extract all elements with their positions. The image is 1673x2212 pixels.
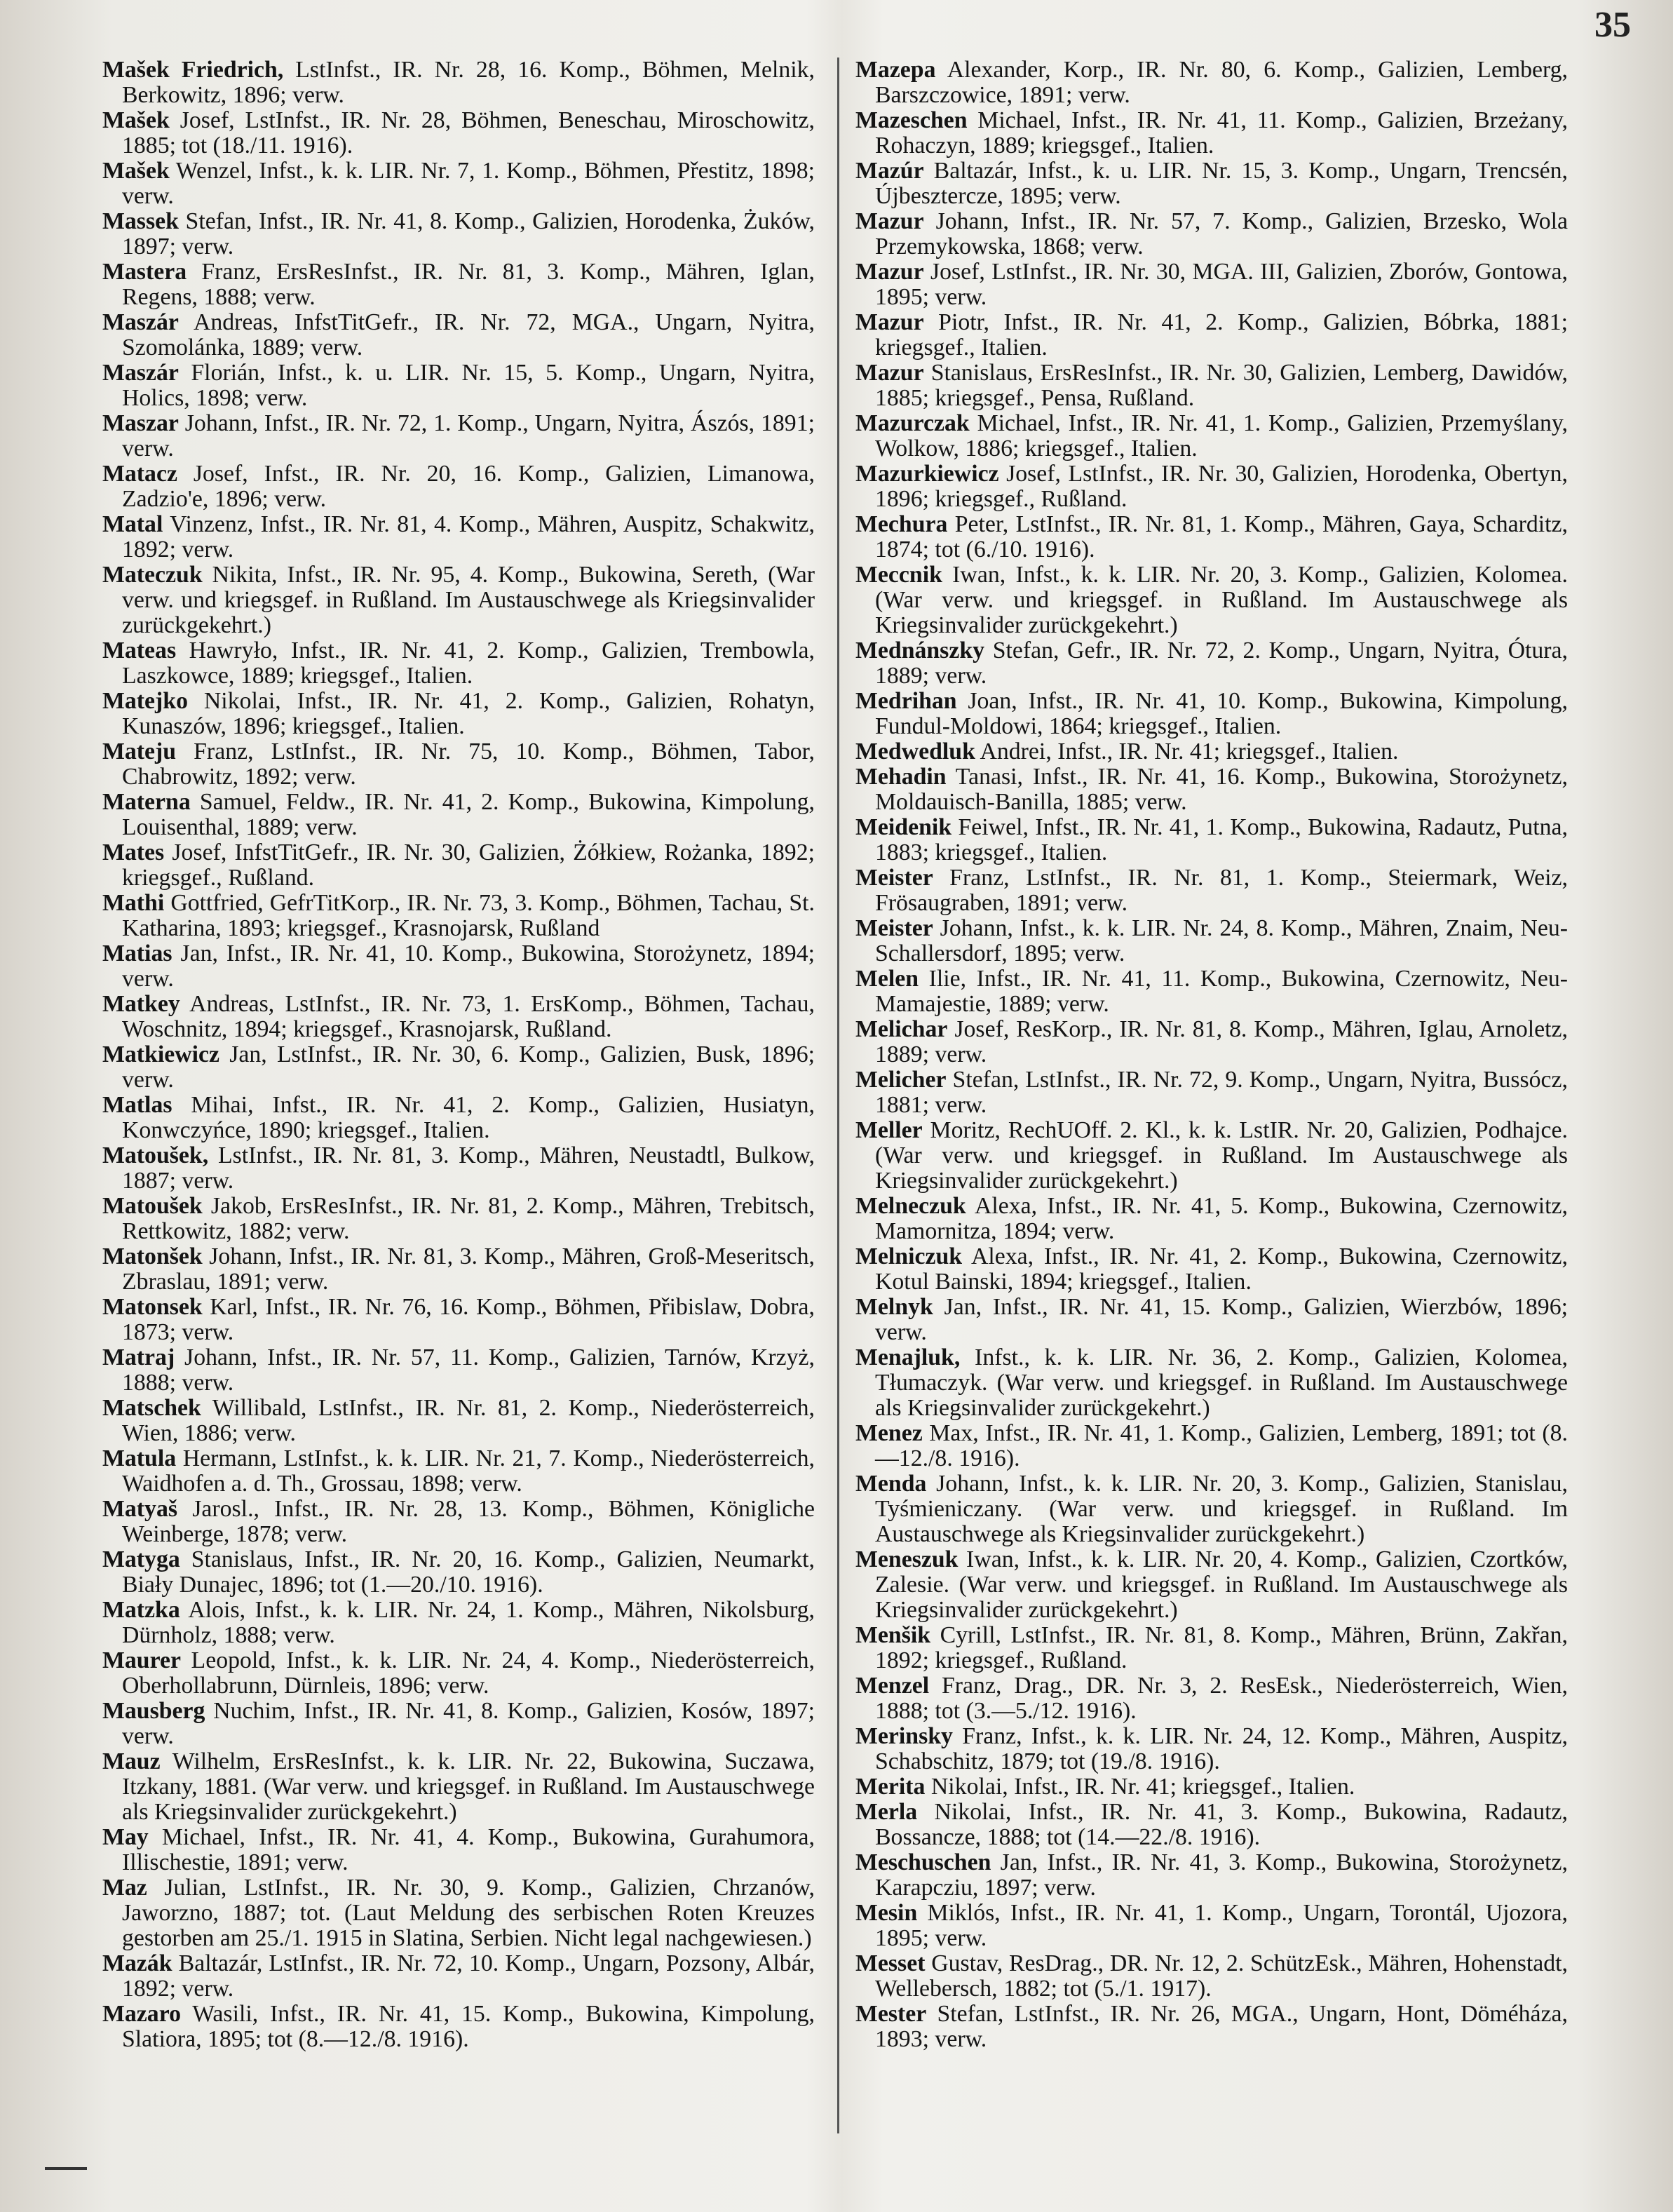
entry-details: Nikita, Infst., IR. Nr. 95, 4. Komp., Bukowina, Sereth, (War verw. und kriegsgef. in Rußland. Im Austauschwege als Kriegsinvalider zurückgekehrt.) — [122, 562, 815, 638]
register-entry — [855, 58, 1568, 108]
entry-surname: Melicher — [855, 1067, 947, 1093]
entry-surname: Matonšek — [102, 1243, 203, 1269]
entry-details: Gustav, ResDrag., DR. Nr. 12, 2. SchützEsk., Mähren, Hohenstadt, Wellebersch, 1882; tot (5./1. 1917). — [875, 1950, 1568, 2002]
entry-details: Baltazár, LstInfst., IR. Nr. 72, 10. Komp., Ungarn, Pozsony, Albár, 1892; verw. — [122, 1950, 815, 2002]
entry-surname: Matraj — [102, 1344, 175, 1370]
left-column — [102, 58, 815, 2052]
entry-details: Jan, Infst., IR. Nr. 41, 10. Komp., Bukowina, Storożynetz, 1894; verw. — [122, 940, 815, 992]
register-entry — [102, 411, 815, 461]
entry-surname: Meccnik — [855, 562, 942, 588]
register-entry — [102, 1295, 815, 1345]
entry-details: Alexa, Infst., IR. Nr. 41, 5. Komp., Bukowina, Czernowitz, Mamornitza, 1894; verw. — [875, 1193, 1568, 1244]
entry-details: Johann, Infst., IR. Nr. 57, 11. Komp., Galizien, Tarnów, Krzyż, 1888; verw. — [122, 1344, 815, 1396]
entry-surname: Matejko — [102, 688, 189, 714]
register-entry — [855, 1471, 1568, 1547]
register-entry — [102, 2002, 815, 2052]
entry-surname: Matoušek — [102, 1193, 203, 1219]
register-entry — [855, 108, 1568, 159]
register-entry — [855, 1547, 1568, 1623]
entry-details: Jan, LstInfst., IR. Nr. 30, 6. Komp., Galizien, Busk, 1896; verw. — [122, 1041, 815, 1093]
register-entry — [102, 108, 815, 159]
register-entry — [855, 815, 1568, 865]
register-entry — [855, 1017, 1568, 1067]
entry-surname: Matal — [102, 511, 163, 537]
entry-details: Leopold, Infst., k. k. LIR. Nr. 24, 4. Komp., Niederösterreich, Oberhollabrunn, Dürnleis, 1896; verw. — [122, 1647, 815, 1699]
entry-details: Nuchim, Infst., IR. Nr. 41, 8. Komp., Galizien, Kosów, 1897; verw. — [122, 1698, 815, 1749]
register-entry — [102, 1143, 815, 1194]
entry-surname: Menajluk, — [855, 1344, 961, 1370]
entry-surname: Mazák — [102, 1950, 172, 1976]
register-entry — [102, 461, 815, 512]
register-entry — [855, 1194, 1568, 1244]
entry-surname: May — [102, 1824, 149, 1850]
entry-details: Stefan, Gefr., IR. Nr. 72, 2. Komp., Ungarn, Nyitra, Ótura, 1889; verw. — [875, 638, 1568, 689]
entry-details: Nikolai, Infst., IR. Nr. 41; kriegsgef., Italien. — [925, 1774, 1355, 1800]
entry-surname: Mausberg — [102, 1698, 205, 1724]
register-entry — [855, 966, 1568, 1017]
entry-details: Moritz, RechUOff. 2. Kl., k. k. LstIR. Nr. 20, Galizien, Podhajce. (War verw. und kriegsgef. in Rußland. Im Austauschwege als Kriegsinvalider zurückgekehrt.) — [875, 1117, 1568, 1194]
register-entry — [855, 1800, 1568, 1850]
entry-details: Karl, Infst., IR. Nr. 76, 16. Komp., Böhmen, Přibislaw, Dobra, 1873; verw. — [122, 1294, 815, 1345]
register-entry — [855, 1623, 1568, 1673]
register-entry — [855, 1345, 1568, 1421]
register-entry — [855, 638, 1568, 689]
entry-details: Johann, Infst., k. k. LIR. Nr. 20, 3. Komp., Galizien, Stanislau, Tyśmieniczany. (War verw. und kriegsgef. in Rußland. Im Austauschwege als Kriegsinvalider zurückgekehrt.) — [875, 1471, 1568, 1547]
register-entry — [855, 1295, 1568, 1345]
entry-surname: Mazurczak — [855, 410, 970, 436]
entry-surname: Mauz — [102, 1748, 161, 1774]
entry-surname: Messet — [855, 1950, 926, 1976]
register-entry — [102, 891, 815, 941]
entry-details: LstInfst., IR. Nr. 28, 16. Komp., Böhmen, Melnik, Berkowitz, 1896; verw. — [122, 57, 815, 108]
register-entry — [102, 1042, 815, 1093]
register-entry — [855, 764, 1568, 815]
register-entry — [102, 941, 815, 992]
register-entry — [855, 1118, 1568, 1194]
register-entry — [855, 916, 1568, 966]
entry-details: Jakob, ErsResInfst., IR. Nr. 81, 2. Komp., Mähren, Trebitsch, Rettkowitz, 1882; verw. — [122, 1193, 815, 1244]
entry-details: Alois, Infst., k. k. LIR. Nr. 24, 1. Komp., Mähren, Nikolsburg, Dürnholz, 1888; verw. — [122, 1597, 815, 1648]
entry-details: Stanislaus, ErsResInfst., IR. Nr. 30, Galizien, Lemberg, Dawidów, 1885; kriegsgef., Pensa, Rußland. — [875, 360, 1568, 411]
entry-details: Josef, Infst., IR. Nr. 20, 16. Komp., Galizien, Limanowa, Zadzio'e, 1896; verw. — [122, 461, 815, 512]
entry-details: Samuel, Feldw., IR. Nr. 41, 2. Komp., Bukowina, Kimpolung, Louisenthal, 1889; verw. — [122, 789, 815, 840]
register-entry — [102, 1446, 815, 1497]
entry-details: Andreas, LstInfst., IR. Nr. 73, 1. ErsKomp., Böhmen, Tachau, Woschnitz, 1894; kriegsgef., Krasnojarsk, Rußland. — [122, 991, 815, 1042]
register-entry — [102, 58, 815, 108]
register-entry — [855, 1901, 1568, 1951]
entry-details: Julian, LstInfst., IR. Nr. 30, 9. Komp., Galizien, Chrzanów, Jaworzno, 1887; tot. (Laut Meldung des serbischen Roten Kreuzes gestorben am 25./1. 1915 in Slatina, Serbien. Nicht legal nachgewiesen.) — [122, 1875, 815, 1951]
register-entry — [102, 1093, 815, 1143]
entry-details: Franz, LstInfst., IR. Nr. 75, 10. Komp., Böhmen, Tabor, Chabrowitz, 1892; verw. — [122, 739, 815, 790]
entry-surname: Matkey — [102, 991, 180, 1017]
entry-details: Jarosl., Infst., IR. Nr. 28, 13. Komp., Böhmen, Königliche Weinberge, 1878; verw. — [122, 1496, 815, 1547]
entry-details: Joan, Infst., IR. Nr. 41, 10. Komp., Bukowina, Kimpolung, Fundul-Moldowi, 1864; kriegsgef., Italien. — [875, 688, 1568, 739]
register-entry — [855, 209, 1568, 259]
register-entry — [102, 360, 815, 411]
entry-surname: Matyga — [102, 1546, 180, 1572]
entry-details: Nikolai, Infst., IR. Nr. 41, 2. Komp., Galizien, Rohatyn, Kunaszów, 1896; kriegsgef., Italien. — [122, 688, 815, 739]
column-divider — [837, 58, 839, 2133]
entry-surname: Menda — [855, 1471, 927, 1497]
entry-details: Josef, ResKorp., IR. Nr. 81, 8. Komp., Mähren, Iglau, Arnoletz, 1889; verw. — [875, 1016, 1568, 1067]
register-entry — [102, 992, 815, 1042]
register-entry — [102, 512, 815, 562]
register-entry — [102, 1497, 815, 1547]
entry-surname: Mazeschen — [855, 107, 968, 133]
entry-details: Andrei, Infst., IR. Nr. 41; kriegsgef., Italien. — [975, 739, 1399, 764]
entry-surname: Melnyk — [855, 1294, 933, 1320]
entry-surname: Matlas — [102, 1092, 172, 1118]
entry-surname: Matschek — [102, 1395, 201, 1421]
register-entry — [102, 1396, 815, 1446]
register-entry — [102, 739, 815, 790]
entry-details: Stefan, LstInfst., IR. Nr. 72, 9. Komp., Ungarn, Nyitra, Bussócz, 1881; verw. — [875, 1067, 1568, 1118]
page-number: 35 — [1594, 5, 1631, 45]
entry-surname: Melen — [855, 966, 919, 992]
entry-details: Hermann, LstInfst., k. k. LIR. Nr. 21, 7. Komp., Niederösterreich, Waidhofen a. d. Th., Grossau, 1898; verw. — [122, 1445, 815, 1497]
entry-details: Jan, Infst., IR. Nr. 41, 15. Komp., Galizien, Wierzbów, 1896; verw. — [875, 1294, 1568, 1345]
entry-details: LstInfst., IR. Nr. 81, 3. Komp., Mähren, Neustadtl, Bulkow, 1887; verw. — [122, 1142, 815, 1194]
register-entry — [855, 1673, 1568, 1724]
entry-details: Alexander, Korp., IR. Nr. 80, 6. Komp., Galizien, Lemberg, Barszczowice, 1891; verw. — [875, 57, 1568, 108]
entry-surname: Materna — [102, 789, 191, 815]
entry-surname: Mazur — [855, 208, 924, 234]
entry-details: Franz, LstInfst., IR. Nr. 81, 1. Komp., Steiermark, Weiz, Frösaugraben, 1891; verw. — [875, 865, 1568, 916]
entry-surname: Menez — [855, 1420, 923, 1446]
entry-surname: Meschuschen — [855, 1849, 991, 1875]
entry-details: Johann, Infst., IR. Nr. 57, 7. Komp., Galizien, Brzesko, Wola Przemykowska, 1868; verw. — [875, 208, 1568, 259]
entry-details: Feiwel, Infst., IR. Nr. 41, 1. Komp., Bukowina, Radautz, Putna, 1883; kriegsgef., Italien. — [875, 814, 1568, 865]
entry-details: Andreas, InfstTitGefr., IR. Nr. 72, MGA., Ungarn, Nyitra, Szomolánka, 1889; verw. — [122, 309, 815, 360]
entry-details: Tanasi, Infst., IR. Nr. 41, 16. Komp., Bukowina, Storożynetz, Moldauisch-Banilla, 1885; verw. — [875, 764, 1568, 815]
entry-surname: Mazur — [855, 259, 924, 285]
entry-surname: Meller — [855, 1117, 923, 1143]
entry-surname: Mazepa — [855, 57, 936, 83]
entry-details: Michael, Infst., IR. Nr. 41, 11. Komp., Galizien, Brzeżany, Rohaczyn, 1889; kriegsgef., Italien. — [875, 107, 1568, 159]
entry-surname: Massek — [102, 208, 179, 234]
register-entry — [102, 1648, 815, 1699]
right-column — [855, 58, 1568, 2052]
register-entry — [102, 1547, 815, 1598]
entry-details: Johann, Infst., k. k. LIR. Nr. 24, 8. Komp., Mähren, Znaim, Neu-Schallersdorf, 1895; verw. — [875, 915, 1568, 966]
entry-surname: Mazurkiewicz — [855, 461, 999, 487]
entry-details: Miklós, Infst., IR. Nr. 41, 1. Komp., Ungarn, Torontál, Ujozora, 1895; verw. — [875, 1900, 1568, 1951]
entry-surname: Maszár — [102, 360, 179, 386]
entry-details: Iwan, Infst., k. k. LIR. Nr. 20, 3. Komp., Galizien, Kolomea. (War verw. und kriegsgef. in Rußland. Im Austauschwege als Kriegsinvalider zurückgekehrt.) — [875, 562, 1568, 638]
entry-surname: Menzel — [855, 1673, 930, 1699]
register-entry — [102, 310, 815, 360]
entry-details: Infst., k. k. LIR. Nr. 36, 2. Komp., Galizien, Kolomea, Tłumaczyk. (War verw. und kriegsgef. in Rußland. Im Austauschwege als Kriegsinvalider zurückgekehrt.) — [875, 1344, 1568, 1421]
entry-surname: Mazur — [855, 360, 924, 386]
entry-surname: Mester — [855, 2001, 927, 2027]
register-entry — [855, 1421, 1568, 1471]
entry-surname: Mašek Friedrich, — [102, 57, 284, 83]
entry-surname: Mates — [102, 839, 165, 865]
register-entry — [102, 1749, 815, 1825]
register-entry — [855, 1724, 1568, 1774]
entry-details: Ilie, Infst., IR. Nr. 41, 11. Komp., Bukowina, Czernowitz, Neu-Mamajestie, 1889; verw. — [875, 966, 1568, 1017]
entry-details: Wilhelm, ErsResInfst., k. k. LIR. Nr. 22, Bukowina, Suczawa, Itzkany, 1881. (War verw. und kriegsgef. in Rußland. Im Austauschwege als Kriegsinvalider zurückgekehrt.) — [122, 1748, 815, 1825]
entry-surname: Mazur — [855, 309, 924, 335]
entry-surname: Mateas — [102, 638, 177, 663]
entry-details: Alexa, Infst., IR. Nr. 41, 2. Komp., Bukowina, Czernowitz, Kotul Bainski, 1894; kriegsgef., Italien. — [875, 1243, 1568, 1295]
entry-surname: Matyaš — [102, 1496, 178, 1522]
register-entry — [102, 562, 815, 638]
entry-details: Franz, ErsResInfst., IR. Nr. 81, 3. Komp., Mähren, Iglan, Regens, 1888; verw. — [122, 259, 815, 310]
register-entry — [855, 1850, 1568, 1901]
register-entry — [855, 1951, 1568, 2002]
register-entry — [855, 689, 1568, 739]
register-entry — [855, 865, 1568, 916]
entry-surname: Merla — [855, 1799, 918, 1825]
entry-surname: Mehadin — [855, 764, 947, 790]
entry-surname: Mašek — [102, 107, 170, 133]
entry-details: Jan, Infst., IR. Nr. 41, 3. Komp., Bukowina, Storożynetz, Karapcziu, 1897; verw. — [875, 1849, 1568, 1901]
entry-details: Josef, LstInfst., IR. Nr. 30, Galizien, Horodenka, Obertyn, 1896; kriegsgef., Rußland. — [875, 461, 1568, 512]
entry-surname: Mesin — [855, 1900, 918, 1926]
register-entry — [855, 310, 1568, 360]
register-entry — [102, 689, 815, 739]
register-entry — [855, 739, 1568, 764]
entry-details: Max, Infst., IR. Nr. 41, 1. Komp., Galizien, Lemberg, 1891; tot (8.—12./8. 1916). — [875, 1420, 1568, 1471]
register-entry — [855, 259, 1568, 310]
entry-surname: Mednánszky — [855, 638, 985, 663]
entry-details: Stanislaus, Infst., IR. Nr. 20, 16. Komp., Galizien, Neumarkt, Biały Dunajec, 1896; tot (1.—20./10. 1916). — [122, 1546, 815, 1598]
register-entry — [855, 2002, 1568, 2052]
entry-details: Iwan, Infst., k. k. LIR. Nr. 20, 4. Komp., Galizien, Czortków, Zalesie. (War verw. und kriegsgef. in Rußland. Im Austauschwege als Kriegsinvalider zurückgekehrt.) — [875, 1546, 1568, 1623]
entry-surname: Matkiewicz — [102, 1041, 220, 1067]
entry-surname: Medwedluk — [855, 739, 975, 764]
register-entry — [855, 159, 1568, 209]
entry-details: Baltazár, Infst., k. u. LIR. Nr. 15, 3. Komp., Ungarn, Trencsén, Újbeszterczе, 1895; verw. — [875, 158, 1568, 209]
entry-details: Johann, Infst., IR. Nr. 72, 1. Komp., Ungarn, Nyitra, Ászós, 1891; verw. — [122, 410, 815, 461]
entry-surname: Mazaro — [102, 2001, 181, 2027]
register-entry — [102, 638, 815, 689]
register-entry — [855, 1067, 1568, 1118]
bottom-print-mark — [45, 2167, 87, 2170]
register-entry — [102, 790, 815, 840]
register-entry — [855, 1244, 1568, 1295]
entry-details: Peter, LstInfst., IR. Nr. 81, 1. Komp., Mähren, Gaya, Scharditz, 1874; tot (6./10. 1916). — [875, 511, 1568, 562]
entry-details: Florián, Infst., k. u. LIR. Nr. 15, 5. Komp., Ungarn, Nyitra, Holics, 1898; verw. — [122, 360, 815, 411]
entry-details: Johann, Infst., IR. Nr. 81, 3. Komp., Mähren, Groß-Meseritsch, Zbraslau, 1891; verw. — [122, 1243, 815, 1295]
register-entry — [855, 1774, 1568, 1800]
register-entry — [855, 360, 1568, 411]
register-entry — [102, 1699, 815, 1749]
register-entry — [855, 461, 1568, 512]
entry-details: Vinzenz, Infst., IR. Nr. 81, 4. Komp., Mähren, Auspitz, Schakwitz, 1892; verw. — [122, 511, 815, 562]
entry-details: Nikolai, Infst., IR. Nr. 41, 3. Komp., Bukowina, Radautz, Bossancze, 1888; tot (14.—22./8. 1916). — [875, 1799, 1568, 1850]
entry-details: Cyrill, LstInfst., IR. Nr. 81, 8. Komp., Mähren, Brünn, Zakřan, 1892; kriegsgef., Rußland. — [875, 1622, 1568, 1673]
entry-surname: Merita — [855, 1774, 926, 1800]
entry-surname: Maszár — [102, 309, 179, 335]
entry-surname: Melniczuk — [855, 1243, 963, 1269]
entry-details: Hawryło, Infst., IR. Nr. 41, 2. Komp., Galizien, Trembowla, Laszkowce, 1889; kriegsgef., Italien. — [122, 638, 815, 689]
register-entry — [102, 1598, 815, 1648]
entry-surname: Mazúr — [855, 158, 924, 184]
entry-surname: Mechura — [855, 511, 948, 537]
entry-surname: Melichar — [855, 1016, 948, 1042]
entry-details: Willibald, LstInfst., IR. Nr. 81, 2. Komp., Niederösterreich, Wien, 1886; verw. — [122, 1395, 815, 1446]
register-entry — [102, 1951, 815, 2002]
entry-details: Wenzel, Infst., k. k. LIR. Nr. 7, 1. Komp., Böhmen, Přestitz, 1898; verw. — [122, 158, 815, 209]
register-entry — [102, 209, 815, 259]
entry-surname: Meister — [855, 915, 933, 941]
register-entry — [102, 840, 815, 891]
register-entry — [102, 159, 815, 209]
entry-details: Josef, LstInfst., IR. Nr. 28, Böhmen, Beneschau, Miroschowitz, 1885; tot (18./11. 1916). — [122, 107, 815, 159]
entry-surname: Mateczuk — [102, 562, 203, 588]
entry-surname: Mašek — [102, 158, 170, 184]
register-entry — [102, 1875, 815, 1951]
entry-surname: Meidenik — [855, 814, 952, 840]
entry-surname: Maz — [102, 1875, 147, 1901]
entry-details: Wasili, Infst., IR. Nr. 41, 15. Komp., Bukowina, Kimpolung, Slatiora, 1895; tot (8.—12./8. 1916). — [122, 2001, 815, 2052]
register-entry — [102, 1244, 815, 1295]
entry-surname: Matzka — [102, 1597, 180, 1623]
entry-surname: Merinsky — [855, 1723, 953, 1749]
entry-details: Gottfried, GefrTitKorp., IR. Nr. 73, 3. Komp., Böhmen, Tachau, St. Katharina, 1893; kriegsgef., Krasnojarsk, Rußland — [122, 890, 815, 941]
entry-details: Josef, InfstTitGefr., IR. Nr. 30, Galizien, Żółkiew, Rożanka, 1892; kriegsgef., Rußland. — [122, 839, 815, 891]
register-entry — [855, 411, 1568, 461]
register-entry — [102, 1825, 815, 1875]
entry-surname: Meneszuk — [855, 1546, 959, 1572]
entry-details: Stefan, LstInfst., IR. Nr. 26, MGA., Ungarn, Hont, Döméháza, 1893; verw. — [875, 2001, 1568, 2052]
entry-details: Michael, Infst., IR. Nr. 41, 4. Komp., Bukowina, Gurahumora, Illischestie, 1891; verw. — [122, 1824, 815, 1875]
register-entry — [102, 259, 815, 310]
entry-details: Mihai, Infst., IR. Nr. 41, 2. Komp., Galizien, Husiatyn, Konwczyńce, 1890; kriegsgef., Italien. — [122, 1092, 815, 1143]
entry-details: Franz, Infst., k. k. LIR. Nr. 24, 12. Komp., Mähren, Auspitz, Schabschitz, 1879; tot (19./8. 1916). — [875, 1723, 1568, 1774]
register-entry — [855, 512, 1568, 562]
entry-surname: Mathi — [102, 890, 165, 916]
register-entry — [102, 1194, 815, 1244]
entry-surname: Matonsek — [102, 1294, 203, 1320]
entry-surname: Meister — [855, 865, 933, 891]
entry-surname: Medrihan — [855, 688, 957, 714]
entry-surname: Matula — [102, 1445, 177, 1471]
entry-surname: Melneczuk — [855, 1193, 966, 1219]
entry-surname: Matoušek, — [102, 1142, 209, 1168]
entry-surname: Mateju — [102, 739, 177, 764]
entry-surname: Menšik — [855, 1622, 931, 1648]
entry-details: Piotr, Infst., IR. Nr. 41, 2. Komp., Galizien, Bóbrka, 1881; kriegsgef., Italien. — [875, 309, 1568, 360]
entry-surname: Matacz — [102, 461, 177, 487]
entry-details: Josef, LstInfst., IR. Nr. 30, MGA. III, Galizien, Zborów, Gontowa, 1895; verw. — [875, 259, 1568, 310]
register-entry — [855, 562, 1568, 638]
entry-surname: Mastera — [102, 259, 187, 285]
entry-surname: Matias — [102, 940, 172, 966]
entry-details: Franz, Drag., DR. Nr. 3, 2. ResEsk., Niederösterreich, Wien, 1888; tot (3.—5./12. 1916). — [875, 1673, 1568, 1724]
entry-surname: Maurer — [102, 1647, 181, 1673]
entry-details: Michael, Infst., IR. Nr. 41, 1. Komp., Galizien, Przemyślany, Wolkow, 1886; kriegsgef., Italien. — [875, 410, 1568, 461]
entry-details: Stefan, Infst., IR. Nr. 41, 8. Komp., Galizien, Horodenka, Żuków, 1897; verw. — [122, 208, 815, 259]
register-entry — [102, 1345, 815, 1396]
entry-surname: Maszar — [102, 410, 179, 436]
